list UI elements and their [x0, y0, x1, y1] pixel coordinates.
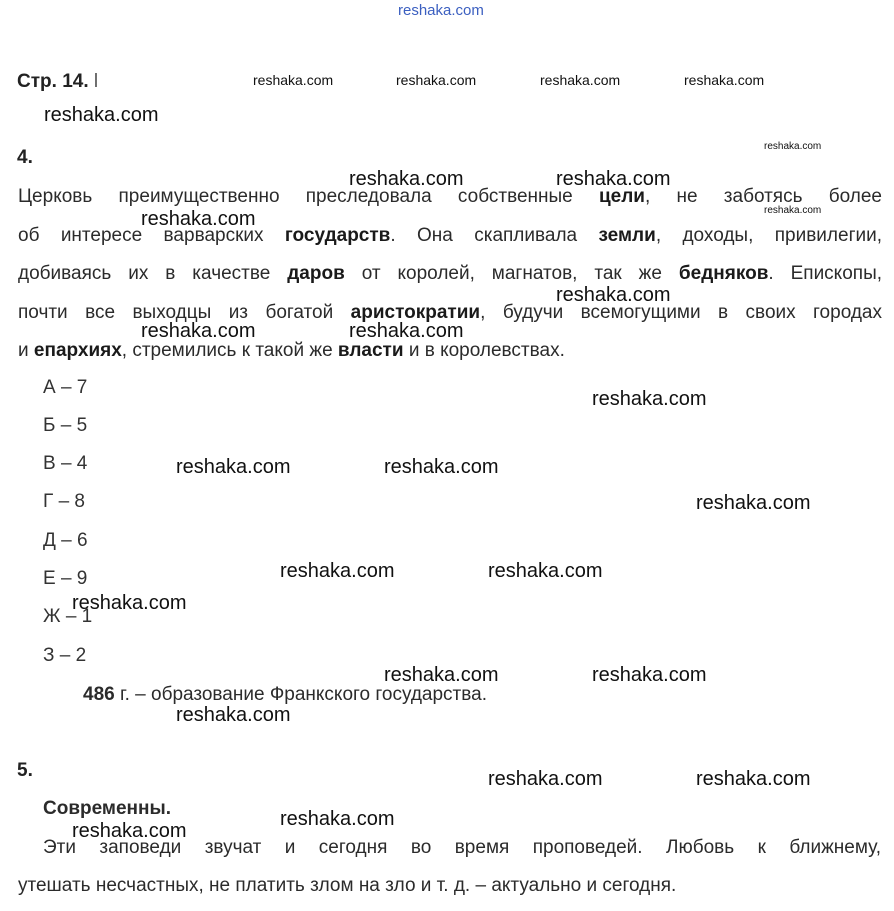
page-header [17, 71, 98, 93]
task-5-line: Эти заповеди звучат и сегодня во время проповедей. Любовь к ближнему, [43, 837, 881, 858]
task-5-number: 5. [17, 760, 33, 781]
watermark: reshaka.com [488, 768, 603, 790]
paragraph-line [18, 340, 882, 362]
watermark: reshaka.com [44, 104, 159, 126]
date-year: 486 [83, 684, 115, 705]
watermark: reshaka.com [141, 208, 256, 230]
watermark: reshaka.com [764, 141, 822, 152]
watermark: reshaka.com [280, 808, 395, 830]
match-pair: Д – 6 [43, 530, 88, 551]
watermark: reshaka.com [556, 284, 671, 306]
watermark: reshaka.com [696, 492, 811, 514]
match-pair: Г – 8 [43, 491, 85, 512]
watermark: reshaka.com [592, 388, 707, 410]
task-5-line: утешать несчастных, не платить злом на зло и т. д. – актуально и сегодня. [18, 875, 677, 896]
watermark: reshaka.com [384, 664, 499, 686]
watermark: reshaka.com [253, 72, 334, 88]
watermark: reshaka.com [592, 664, 707, 686]
watermark: reshaka.com [696, 768, 811, 790]
date-line [83, 684, 487, 706]
keyword-bold: власти [337, 340, 404, 361]
text-segment: , не заботясь более [644, 186, 882, 207]
text-segment: добиваясь их в качестве [18, 263, 288, 284]
site-watermark-top: reshaka.com [398, 2, 484, 19]
keyword-bold: епархиях [33, 340, 122, 361]
task-4-number: 4. [17, 147, 33, 168]
keyword-bold: бедняков [678, 263, 769, 284]
text-segment: , стремились к такой же [121, 340, 338, 361]
match-pair: Б – 5 [43, 415, 88, 436]
keyword-bold: цели [598, 186, 645, 207]
text-segment: от королей, магнатов, так же [344, 263, 679, 284]
text-segment: об интересе варварских [18, 225, 285, 246]
page-number: Стр. 14. [17, 71, 89, 92]
watermark: reshaka.com [72, 592, 187, 614]
keyword-bold: даров [287, 263, 345, 284]
paragraph-line [18, 263, 882, 285]
match-pair: А – 7 [43, 377, 88, 398]
text-segment: , будучи всемогущими в своих городах [480, 302, 882, 323]
match-pair: В – 4 [43, 453, 88, 474]
task-5-heading: Современны. [43, 798, 172, 819]
watermark: reshaka.com [488, 560, 603, 582]
watermark: reshaka.com [176, 704, 291, 726]
text-segment: и [18, 340, 34, 361]
watermark: reshaka.com [141, 320, 256, 342]
text-segment: почти все выходцы из богатой [18, 302, 351, 323]
match-pair: Е – 9 [43, 568, 88, 589]
watermark: reshaka.com [384, 456, 499, 478]
text-segment: . Епископы, [768, 263, 882, 284]
watermark: reshaka.com [540, 72, 621, 88]
watermark: reshaka.com [396, 72, 477, 88]
text-segment: . Она скапливала [390, 225, 599, 246]
text-segment: и в королевствах. [403, 340, 565, 361]
text-cursor: l [93, 71, 99, 92]
text-segment: Церковь преимущественно преследовала собственные [18, 186, 599, 207]
date-description: г. – образование Франкского государства. [114, 684, 487, 705]
keyword-bold: государств [284, 225, 391, 246]
keyword-bold: земли [598, 225, 656, 246]
watermark: reshaka.com [176, 456, 291, 478]
watermark: reshaka.com [684, 72, 765, 88]
watermark: reshaka.com [556, 168, 671, 190]
text-segment: , доходы, привилегии, [655, 225, 882, 246]
watermark: reshaka.com [349, 320, 464, 342]
watermark: reshaka.com [72, 820, 187, 842]
watermark: reshaka.com [349, 168, 464, 190]
watermark: reshaka.com [764, 205, 822, 216]
watermark: reshaka.com [280, 560, 395, 582]
match-pair: Ж – 1 [43, 606, 93, 627]
keyword-bold: аристократии [350, 302, 481, 323]
match-pair: З – 2 [43, 645, 87, 666]
